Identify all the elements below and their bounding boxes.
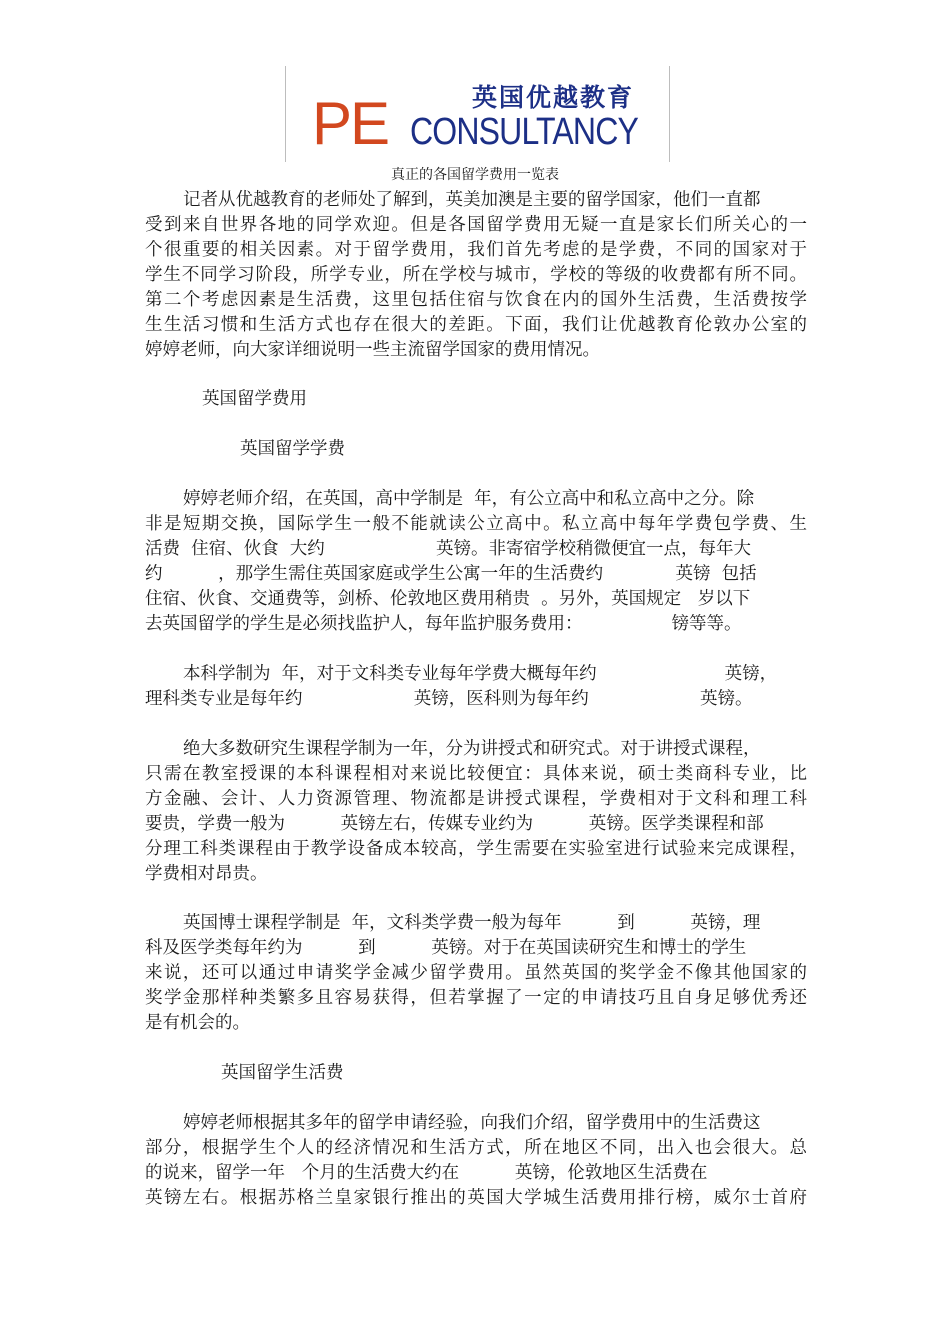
p4-line-5: 学费相对昂贵。 xyxy=(145,864,268,884)
logo-chinese-text: 英国优越教育 xyxy=(472,84,635,112)
logo xyxy=(285,66,670,162)
p6-line-2: 的说来，留学一年 个月的生活费大约在 英镑，伦敦地区生活费在 xyxy=(145,1163,708,1183)
p2-line-0: 婷婷老师介绍，在英国，高中学制是 年，有公立高中和私立高中之分。除 xyxy=(183,489,755,509)
p1-line-2: 个很重要的相关因素。对于留学费用，我们首先考虑的是学费，不同的国家对于 xyxy=(145,240,807,260)
document-title: 真正的各国留学费用一览表 xyxy=(391,167,559,183)
p4-line-4: 分理工科类课程由于教学设备成本较高，学生需要在实验室进行试验来完成课程， xyxy=(145,839,807,859)
p5-line-4: 是有机会的。 xyxy=(145,1013,250,1033)
heading-uk-costs: 英国留学费用 xyxy=(202,389,307,409)
p6-line-1: 部分，根据学生个人的经济情况和生活方式，所在地区不同，出入也会很大。总 xyxy=(145,1138,807,1158)
pe-consultancy-logo xyxy=(286,66,669,162)
p3-line-1: 理科类专业是每年约 英镑，医科则为每年约 英镑。 xyxy=(145,689,753,709)
p1-line-6: 婷婷老师，向大家详细说明一些主流留学国家的费用情况。 xyxy=(145,340,600,360)
p4-line-3: 要贵，学费一般为 英镑左右，传媒专业约为 英镑。医学类课程和部 xyxy=(145,814,764,834)
p4-line-2: 方金融、会计、人力资源管理、物流都是讲授式课程，学费相对于文科和理工科 xyxy=(145,789,807,809)
logo-pe-text: PE xyxy=(312,90,389,157)
p2-line-1: 非是短期交换，国际学生一般不能就读公立高中。私立高中每年学费包学费、生 xyxy=(145,514,807,534)
p1-line-0: 记者从优越教育的老师处了解到，英美加澳是主要的留学国家，他们一直都 xyxy=(183,190,761,210)
p5-line-3: 奖学金那样种类繁多且容易获得，但若掌握了一定的申请技巧且自身足够优秀还 xyxy=(145,988,807,1008)
p5-line-0: 英国博士课程学制是 年，文科类学费一般为每年 到 英镑，理 xyxy=(183,913,761,933)
p5-line-1: 科及医学类每年约为 到 英镑。对于在英国读研究生和博士的学生 xyxy=(145,938,747,958)
heading-uk-tuition: 英国留学学费 xyxy=(240,439,345,459)
p4-line-0: 绝大多数研究生课程学制为一年，分为讲授式和研究式。对于讲授式课程， xyxy=(183,739,761,759)
p6-line-0: 婷婷老师根据其多年的留学申请经验，向我们介绍，留学费用中的生活费这 xyxy=(183,1113,761,1133)
p2-line-4: 住宿、伙食、交通费等，剑桥、伦敦地区费用稍贵 。另外，英国规定 岁以下 xyxy=(145,589,751,609)
heading-uk-living-costs: 英国留学生活费 xyxy=(221,1063,344,1083)
p3-line-0: 本科学制为 年，对于文科类专业每年学费大概每年约 英镑， xyxy=(183,664,778,684)
p1-line-4: 第二个考虑因素是生活费，这里包括住宿与饮食在内的国外生活费，生活费按学 xyxy=(145,290,807,310)
p4-line-1: 只需在教室授课的本科课程相对来说比较便宜：具体来说，硕士类商科专业，比 xyxy=(145,764,807,784)
p6-line-3: 英镑左右。根据苏格兰皇家银行推出的英国大学城生活费用排行榜，威尔士首府 xyxy=(145,1188,807,1208)
p2-line-5: 去英国留学的学生是必须找监护人，每年监护服务费用： 镑等等。 xyxy=(145,614,742,634)
p5-line-2: 来说，还可以通过申请奖学金减少留学费用。虽然英国的奖学金不像其他国家的 xyxy=(145,963,807,983)
logo-consultancy-text: CONSULTANCY xyxy=(410,111,639,153)
p2-line-3: 约 ，那学生需住英国家庭或学生公寓一年的生活费约 英镑 包括 xyxy=(145,564,757,584)
p1-line-3: 学生不同学习阶段，所学专业，所在学校与城市，学校的等级的收费都有所不同。 xyxy=(145,265,807,285)
p2-line-2: 活费 住宿、伙食 大约 英镑。非寄宿学校稍微便宜一点，每年大 xyxy=(145,539,752,559)
p1-line-1: 受到来自世界各地的同学欢迎。但是各国留学费用无疑一直是家长们所关心的一 xyxy=(145,215,807,235)
p1-line-5: 生生活习惯和生活方式也存在很大的差距。下面，我们让优越教育伦敦办公室的 xyxy=(145,315,807,335)
